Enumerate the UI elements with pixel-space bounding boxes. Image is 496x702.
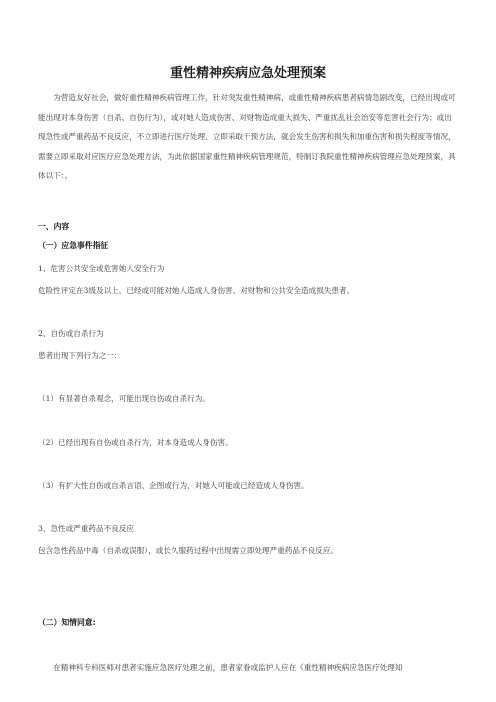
item2-title: 2、自伤或自杀行为 <box>38 329 104 338</box>
consent-paragraph: 在精神科专科医师对患者实施应急医疗处理之前，患者家眷或监护人应在《重性精神疾病应急医疗处理知 <box>53 663 403 672</box>
subsection-heading-consent: （二）知情同意: <box>38 618 96 627</box>
item1-title: 1、危害公共安全或危害她人安全行为 <box>38 264 165 273</box>
item1-description: 危险性评定在3级及以上，已经或可能对她人造成人身伤害、对财物和公共安全造成损失患者。 <box>38 286 355 295</box>
item2-subitem-1: （1）有显著自杀观念，可能出现自伤或自杀行为。 <box>38 394 210 403</box>
document-title: 重性精神疾病应急处理预案 <box>169 66 326 81</box>
item2-subitem-2: （2）已经出现有自伤或自杀行为，对本身造成人身伤害。 <box>38 438 233 447</box>
intro-paragraph: 为营造友好社会，做好重性精神疾病管理工作，针对突发重性精神病，或重性精神疾病患者病情急剧改变，已经出现或可能出现对本身伤害（自杀、自伤行为），或对她人造成伤害、对财物造成重大损失、严重扰乱社会治安等危害社会行为；或出现急性或严重药品不良反应，不立即进行医疗处理、立即采取干预方法，就会发生伤害和损失和加重伤害和损失程度等情况，需要立即采取对应医疗应急处理方法，为此依据国家重性精神疾病管理规范，特制订我院重性精神疾病管理应急处理预案，具体以下：。 <box>38 93 456 181</box>
section-heading-content: 一、内容 <box>38 222 70 231</box>
subsection-heading-indicators: （一）应急事件指征 <box>38 241 109 250</box>
item3-title: 3、急性或严重药品不良反应 <box>38 524 134 533</box>
item2-description: 患者出现下列行为之一： <box>38 351 122 360</box>
item3-description: 包含急性药品中毒（自杀或误服），或长久服药过程中出现需立即处理严重药品不良反应。 <box>38 546 338 555</box>
item2-subitem-3: （3）有扩大性自伤或自杀言语、企图或行为，对她人可能或已经造成人身伤害。 <box>38 481 309 490</box>
